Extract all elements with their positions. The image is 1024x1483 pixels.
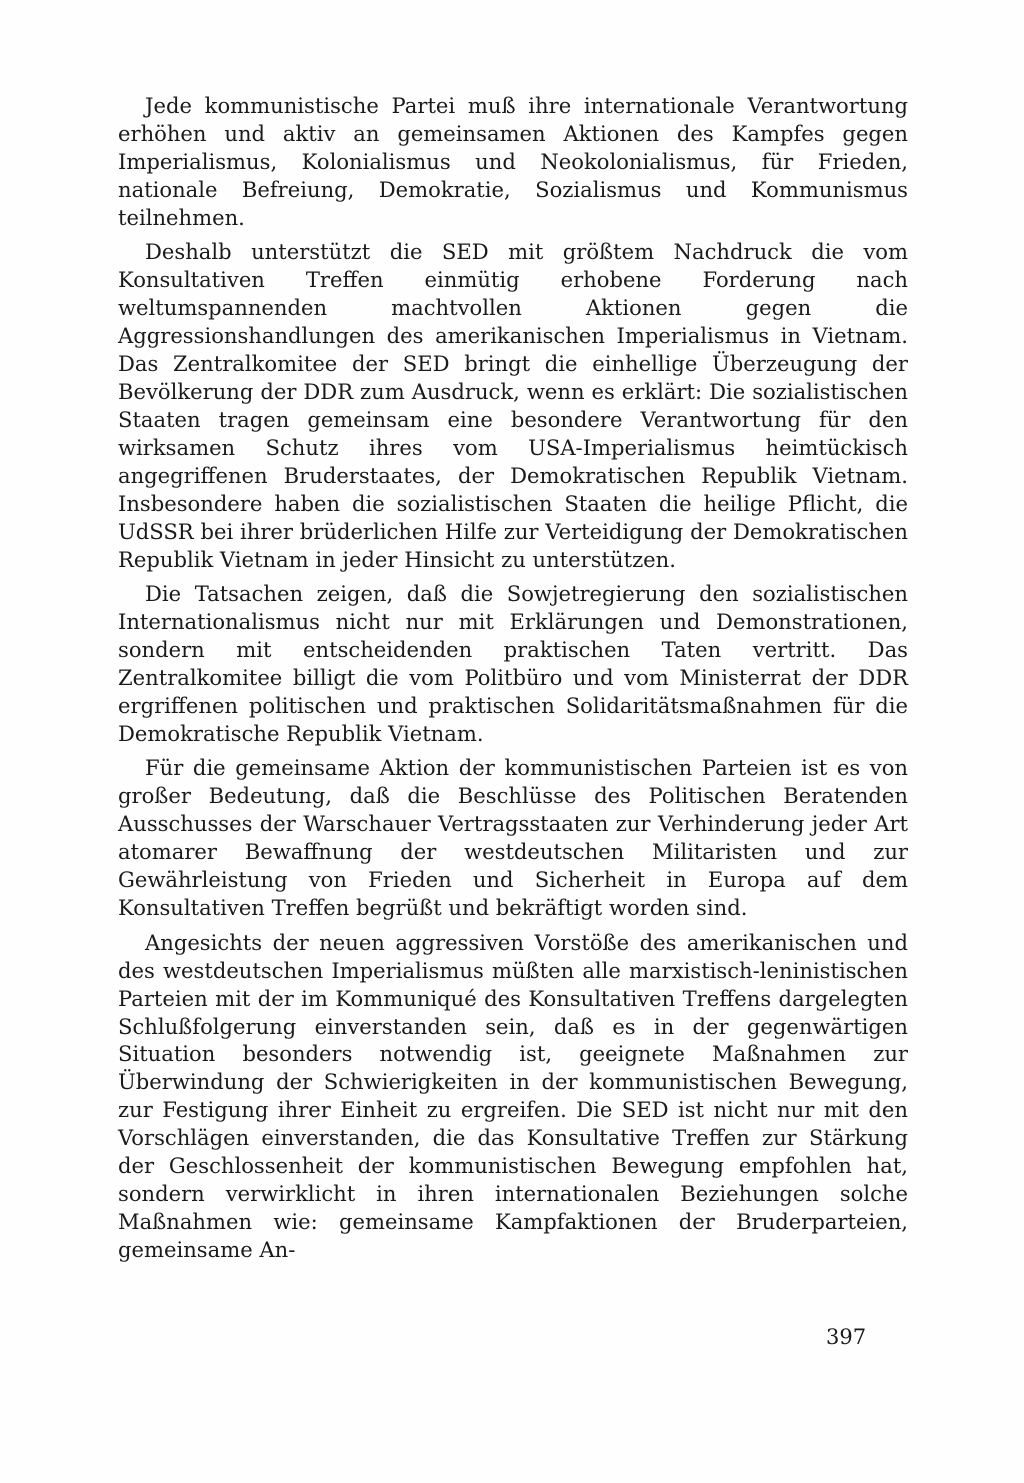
paragraph: Deshalb unterstützt die SED mit größtem Nachdruck die vom Konsultativen Treffen einmütig erhobene Forderung nach weltumspannenden machtvollen Aktionen gegen die Aggressionshandlungen des amerikanischen Imperialismus in Vietnam. Das Zentralkomitee der SED bringt die einhellige Überzeugung der Bevölkerung der DDR zum Ausdruck, wenn es erklärt: Die sozialistischen Staaten tragen gemeinsam eine besondere Verantwortung für den wirksamen Schutz ihres vom USA-Imperialismus heimtückisch angegriffenen Bruderstaates, der Demokratischen Republik Vietnam. Insbesondere haben die sozialistischen Staaten die heilige Pflicht, die UdSSR bei ihrer brüderlichen Hilfe zur Verteidigung der Demokratischen Republik Vietnam in jeder Hinsicht zu unterstützen. xyxy=(118,239,908,572)
paragraph: Für die gemeinsame Aktion der kommunistischen Parteien ist es von großer Bedeutung, daß die Beschlüsse des Politischen Beratenden Ausschusses der Warschauer Vertragsstaaten zur Verhinderung jeder Art atomarer Bewaffnung der westdeutschen Militaristen und zur Gewährleistung von Frieden und Sicherheit in Europa auf dem Konsultativen Treffen begrüßt und bekräftigt worden sind. xyxy=(118,755,908,921)
paragraph: Angesichts der neuen aggressiven Vorstöße des amerikanischen und des westdeutschen Imperialismus müßten alle marxistisch-leninistischen Parteien mit der im Kommuniqué des Konsultativen Treffens dargelegten Schlußfolgerung einverstanden sein, daß es in der gegenwärtigen Situation besonders notwendig ist, geeignete Maßnahmen zur Überwindung der Schwierigkeiten in der kommunistischen Bewegung, zur Festigung ihrer Einheit zu ergreifen. Die SED ist nicht nur mit den Vorschlägen einverstanden, die das Konsultative Treffen zur Stärkung der Geschlossenheit der kommunistischen Bewegung empfohlen hat, sondern verwirklicht in ihren internationalen Beziehungen solche Maßnahmen wie: gemeinsame Kampfaktionen der Bruderparteien, gemeinsame An- xyxy=(118,929,908,1263)
paragraph: Jede kommunistische Partei muß ihre internationale Verantwortung erhöhen und aktiv an gemeinsamen Aktionen des Kampfes gegen Imperialismus, Kolonialismus und Neokolonialismus, für Frieden, nationale Befreiung, Demokratie, Sozialismus und Kommunismus teilnehmen. xyxy=(118,93,908,230)
body-text xyxy=(118,92,908,1271)
page-number: 397 xyxy=(826,1325,867,1349)
paragraph: Die Tatsachen zeigen, daß die Sowjetregierung den sozialistischen Internationalismus nicht nur mit Erklärungen und Demonstrationen, sondern mit entscheidenden praktischen Taten vertritt. Das Zentralkomitee billigt die vom Politbüro und vom Ministerrat der DDR ergriffenen politischen und praktischen Solidaritätsmaßnahmen für die Demokratische Republik Vietnam. xyxy=(118,581,908,746)
